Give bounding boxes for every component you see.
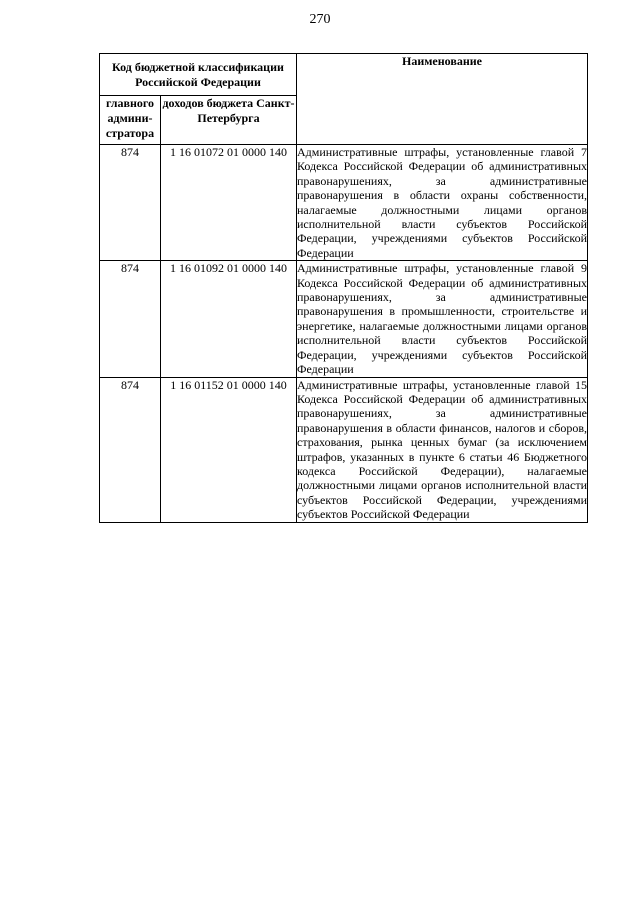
income-code-cell: 1 16 01072 01 0000 140 <box>161 145 297 261</box>
description-cell: Административные штрафы, установленные главой 7 Кодекса Российской Федерации об административных правонарушениях, за административные правонарушения в области охраны собственности, налагаемые должностными лицами органов исполнительной власти субъектов Российской Федерации, учреждениями субъектов Российской Федерации <box>297 145 587 260</box>
page-number: 270 <box>309 12 331 27</box>
description-cell: Административные штрафы, установленные главой 15 Кодекса Российской Федерации об административных правонарушениях, за административные правонарушения в области финансов, налогов и сборов, страхования, рынка ценных бумаг (за исключением штрафов, указанных в пункте 6 статьи 46 Бюджетного кодекса Российской Федерации), налагаемые должностными лицами органов исполнительной власти субъектов Российской Федерации, учреждениями субъектов Российской Федерации <box>297 377 587 522</box>
description-cell: Административные штрафы, установленные главой 9 Кодекса Российской Федерации об административных правонарушениях, за административные правонарушения в промышленности, строительстве и энергетике, налагаемые должностными лицами органов исполнительной власти субъектов Российской Федерации, учреждениями субъектов Российской Федерации <box>297 261 587 377</box>
admin-code-cell: 874 <box>100 261 161 377</box>
header-code-group: Код бюджетной классификации Российской Федерации <box>100 54 297 96</box>
header-main-admin: главного админи-стратора <box>100 96 161 145</box>
income-code-cell: 1 16 01092 01 0000 140 <box>161 261 297 377</box>
table-row <box>100 377 588 522</box>
header-name: Наименование <box>297 54 588 145</box>
admin-code-cell: 874 <box>100 377 161 522</box>
table-row <box>100 261 588 377</box>
budget-classification-table <box>99 53 588 523</box>
table-row <box>100 145 588 261</box>
header-budget-income: доходов бюджета Санкт-Петербурга <box>161 96 297 145</box>
income-code-cell: 1 16 01152 01 0000 140 <box>161 377 297 522</box>
admin-code-cell: 874 <box>100 145 161 261</box>
